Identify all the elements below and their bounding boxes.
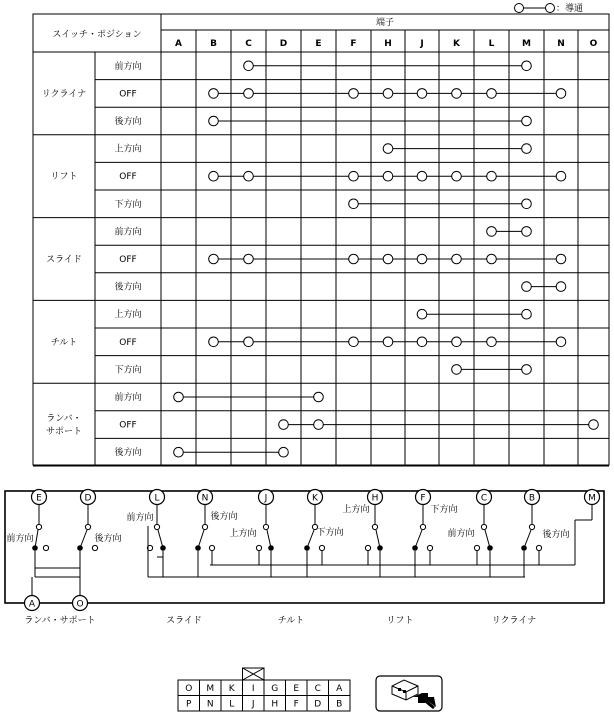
- terminal-column-header: O: [589, 39, 598, 49]
- conduction-node: [244, 337, 254, 347]
- switch-contact: [85, 524, 90, 529]
- conduction-node: [383, 337, 393, 347]
- conduction-node: [522, 282, 532, 292]
- switch-position-label: 上方向: [114, 310, 142, 321]
- connector-pin-label: G: [271, 684, 279, 694]
- conduction-node: [522, 61, 532, 71]
- terminal-label: M: [588, 493, 596, 504]
- conduction-node: [349, 199, 359, 209]
- switch-contact: [209, 545, 214, 550]
- terminal-table: [33, 14, 609, 466]
- connector-pin-label: L: [229, 699, 235, 710]
- terminal-column-header: C: [245, 39, 252, 49]
- connector-pin-label: B: [336, 699, 343, 710]
- conduction-node: [522, 227, 532, 237]
- conduction-node: [417, 254, 427, 264]
- conduction-node: [556, 171, 566, 181]
- switch-position-label: 後方向: [114, 117, 142, 127]
- group-name: ランバ・: [46, 414, 82, 425]
- conduction-node: [417, 89, 427, 99]
- switch-contact: [36, 524, 41, 529]
- connector-pin-label: H: [271, 699, 279, 710]
- terminal-label: N: [201, 493, 209, 504]
- connector-pin-label: I: [251, 684, 255, 694]
- conduction-node: [349, 171, 359, 181]
- conduction-node: [556, 282, 566, 292]
- switch-contact: [263, 524, 268, 529]
- terminal-label: D: [84, 493, 92, 504]
- terminal-column-header: D: [279, 39, 288, 49]
- conduction-node: [174, 392, 184, 402]
- direction-label: 前方向: [447, 529, 475, 539]
- switch-contact: [481, 524, 486, 529]
- switch-position-label: 後方向: [114, 448, 142, 459]
- switch-position-label: OFF: [119, 337, 137, 348]
- conduction-node: [522, 144, 532, 154]
- switch-contact: [474, 545, 479, 550]
- switch-contact: [319, 545, 324, 550]
- direction-label: 上方向: [342, 505, 370, 515]
- terminal-column-header: M: [522, 39, 531, 49]
- conduction-node: [349, 89, 359, 99]
- switch-contact: [529, 524, 534, 529]
- section-label-slide: スライド: [166, 616, 202, 626]
- terminal-label: C: [480, 493, 488, 504]
- wire: [415, 530, 422, 548]
- switch-position-label: 前方向: [114, 61, 142, 72]
- direction-label: 下方向: [316, 528, 344, 538]
- direction-label: 前方向: [6, 534, 34, 544]
- conduction-node: [556, 254, 566, 264]
- conduction-node: [279, 447, 289, 457]
- connector-pin-label: P: [186, 699, 192, 710]
- conduction-node: [556, 337, 566, 347]
- switch-contact: [92, 545, 97, 550]
- conduction-node: [452, 337, 462, 347]
- switch-contact: [365, 545, 370, 550]
- group-name: リクライナ: [41, 89, 87, 100]
- terminal-column-header: K: [453, 39, 460, 49]
- conduction-node: [452, 89, 462, 99]
- conduction-node: [383, 254, 393, 264]
- section-label-recliner: リクライナ: [491, 616, 537, 626]
- conduction-node: [279, 420, 289, 430]
- wire: [524, 530, 531, 548]
- switch-schematic: [5, 490, 604, 611]
- conduction-node: [556, 89, 566, 99]
- terminal-column-header: A: [175, 39, 182, 49]
- direction-label: 上方向: [229, 529, 257, 539]
- connector-pin-label: N: [206, 699, 214, 710]
- terminal-column-header: J: [420, 39, 424, 49]
- direction-label: 後方向: [94, 534, 122, 544]
- conduction-node: [589, 420, 599, 430]
- connector-pin-label: M: [206, 684, 215, 694]
- terminal-column-header: B: [210, 39, 217, 49]
- wire: [267, 530, 271, 548]
- group-name: スライド: [46, 255, 82, 265]
- header-switch-position: スイッチ・ポジション: [52, 30, 142, 40]
- terminal-label: O: [76, 599, 84, 610]
- group-name: リフト: [50, 172, 78, 183]
- terminal-label: A: [28, 599, 36, 610]
- conduction-node: [487, 254, 497, 264]
- terminal-column-header: E: [315, 39, 322, 49]
- group-name: チルト: [50, 337, 78, 348]
- connector-pin-label: F: [293, 699, 299, 710]
- conduction-node: [244, 89, 254, 99]
- switch-position-label: OFF: [119, 255, 137, 265]
- switch-position-label: 前方向: [114, 227, 142, 238]
- terminal-column-header: F: [350, 39, 357, 49]
- wire: [307, 530, 314, 548]
- conduction-node: [522, 116, 532, 126]
- conduction-node: [487, 227, 497, 237]
- conduction-node: [522, 365, 532, 375]
- terminal-label: H: [371, 493, 379, 504]
- switch-position-label: 前方向: [114, 393, 142, 403]
- conduction-node: [452, 171, 462, 181]
- switch-position-label: 上方向: [114, 144, 142, 155]
- wire: [198, 530, 204, 548]
- switch-contact: [372, 524, 377, 529]
- switch-contact: [43, 545, 48, 550]
- section-label-lift: リフト: [386, 616, 414, 626]
- direction-label: 下方向: [430, 505, 458, 515]
- connector-pin-label: K: [228, 684, 235, 694]
- terminal-column-header: L: [488, 39, 495, 49]
- conduction-node: [383, 89, 393, 99]
- terminal-column-header: N: [557, 39, 565, 49]
- conduction-node: [349, 254, 359, 264]
- conduction-node: [452, 254, 462, 264]
- conduction-node: [314, 392, 324, 402]
- switch-contact: [536, 545, 541, 550]
- conduction-node: [209, 337, 219, 347]
- wire: [35, 530, 38, 548]
- conduction-node: [383, 144, 393, 154]
- connector-pin-label: C: [314, 684, 321, 694]
- terminal-label: J: [264, 493, 268, 504]
- conduction-node: [209, 171, 219, 181]
- switch-contact: [420, 524, 425, 529]
- conduction-node: [244, 254, 254, 264]
- terminal-label: L: [154, 493, 160, 504]
- switch-position-label: OFF: [119, 172, 137, 183]
- conduction-node: [417, 337, 427, 347]
- connector-pin-label: E: [293, 684, 300, 694]
- conduction-node: [452, 365, 462, 375]
- direction-label: 後方向: [542, 530, 570, 540]
- terminal-label: K: [312, 493, 318, 504]
- conduction-node: [174, 447, 184, 457]
- connector-view-icon: [376, 676, 442, 711]
- switch-contact: [256, 545, 261, 550]
- section-labels: [24, 615, 536, 626]
- section-label-lumbar: ランバ・サポート: [24, 616, 96, 626]
- connector-pin-label: O: [185, 684, 193, 694]
- connector-pin-label: J: [251, 699, 255, 710]
- conduction-node: [244, 171, 254, 181]
- wire: [485, 530, 490, 548]
- conduction-node: [314, 420, 324, 430]
- conduction-node: [209, 254, 219, 264]
- terminal-label: B: [528, 493, 536, 504]
- conduction-node: [383, 171, 393, 181]
- switch-position-label: OFF: [119, 89, 137, 100]
- connector-pinout: [178, 668, 350, 711]
- conduction-node: [349, 337, 359, 347]
- wire: [376, 530, 380, 548]
- connector-pin-label: D: [314, 699, 322, 710]
- direction-label: 前方向: [126, 513, 154, 523]
- conduction-node: [209, 116, 219, 126]
- legend-open-circle: [515, 4, 524, 13]
- conduction-node: [487, 171, 497, 181]
- connector-pin-label: A: [336, 684, 343, 694]
- header-terminal: 端子: [375, 18, 395, 28]
- conduction-node: [522, 309, 532, 319]
- terminal-label: F: [420, 493, 426, 504]
- terminal-label: E: [36, 493, 42, 504]
- conduction-node: [487, 337, 497, 347]
- switch-contact: [427, 545, 432, 550]
- terminal-column-header: H: [384, 39, 392, 49]
- legend-label: ：導通: [556, 4, 584, 14]
- conduction-node: [522, 199, 532, 209]
- wire: [158, 530, 163, 548]
- switch-contact: [154, 524, 159, 529]
- conduction-node: [417, 309, 427, 319]
- direction-label: 後方向: [210, 512, 238, 522]
- conduction-node: [417, 171, 427, 181]
- legend: [515, 2, 584, 14]
- conduction-node: [209, 89, 219, 99]
- group-name: サポート: [45, 427, 83, 438]
- section-label-tilt: チルト: [277, 616, 305, 626]
- legend-open-circle: [546, 4, 555, 13]
- switch-contact: [202, 524, 207, 529]
- switch-position-label: 後方向: [114, 282, 142, 293]
- switch-position-label: OFF: [119, 420, 137, 431]
- switch-position-label: 下方向: [114, 365, 142, 376]
- conduction-node: [244, 61, 254, 71]
- wire: [80, 530, 87, 548]
- conduction-node: [487, 89, 497, 99]
- switch-position-label: 下方向: [114, 199, 142, 210]
